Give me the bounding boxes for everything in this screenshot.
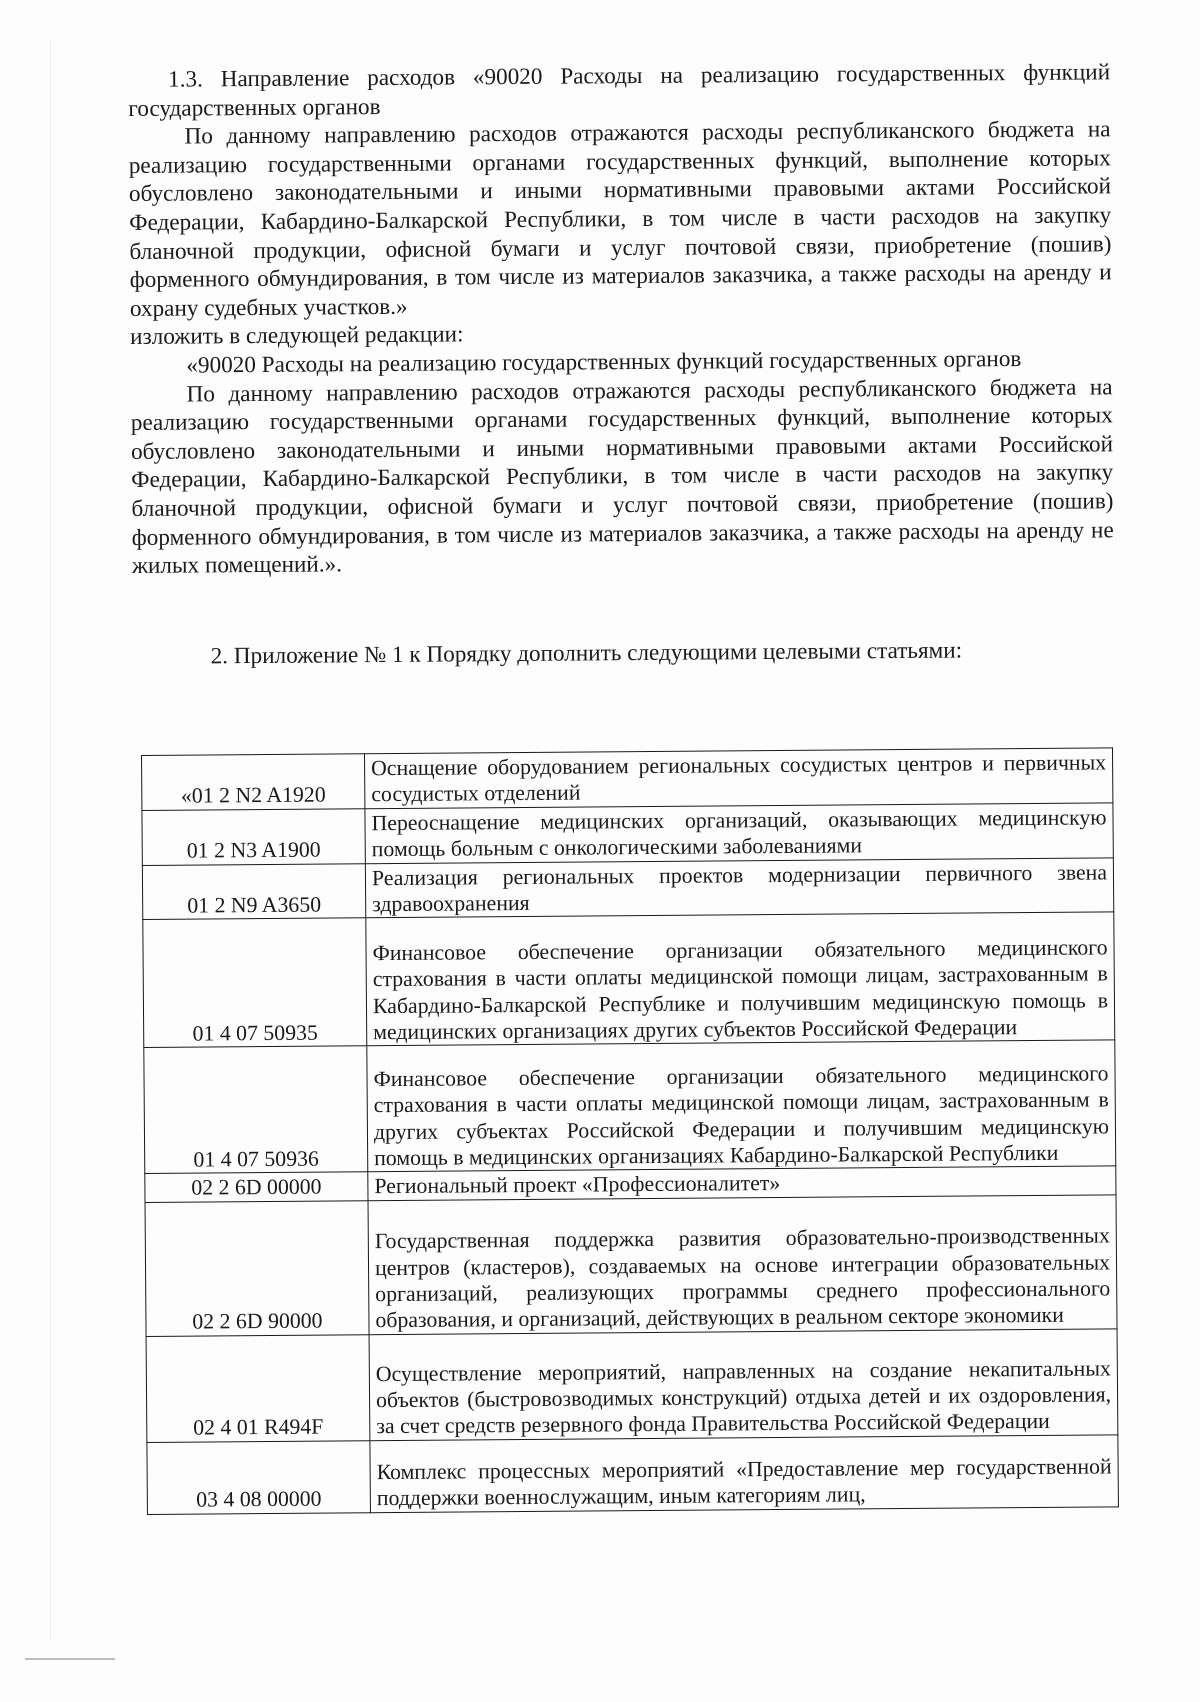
table-row — [142, 803, 1113, 865]
table-cell-code: 01 2 N9 A3650 — [142, 863, 365, 920]
section-1-3-new-text: По данному направлению расходов отражаются расходы республиканского бюджета на реализацию государственными органами государственных функций, выполнение которых обусловлено законодательными и иными нормативными правовыми актами Российской Федерации, Кабардино-Балкарской Республики, в том числе в части расходов на закупку бланочной продукции, офисной бумаги и услуг почтовой связи, приобретение (пошив) форменного обмундирования, в том числе из материалов заказчика, а также расходы на аренду не жилых помещений.». — [130, 373, 1114, 580]
description-text: Финансовое обеспечение организации обязательного медицинского страхования в части оплаты медицинской помощи лицам, застрахованным в Кабардино-Балкарской Республике и получившим медицинскую помощь в медицинских организациях других субъектов Российской Федерации — [372, 935, 1109, 1045]
table-cell-description — [368, 1195, 1117, 1335]
scan-bottom-mark — [25, 1658, 115, 1660]
description-text: Оснащение оборудованием региональных сосудистых центров и первичных сосудистых отделений — [371, 750, 1107, 807]
table-cell-description — [365, 857, 1113, 918]
table-cell-description — [365, 803, 1113, 864]
description-text: Финансовое обеспечение организации обязательного медицинского страхования в части оплаты медицинской помощи лицам, застрахованным в других субъектах Российской Федерации и получившим медицинскую помощь в медицинских организациях Кабардино-Балкарской Республики — [373, 1061, 1110, 1171]
table-row — [142, 748, 1113, 810]
table-cell-code: 02 2 6D 90000 — [145, 1201, 369, 1337]
table-cell-description — [364, 748, 1112, 809]
table-cell-code: 02 2 6D 00000 — [145, 1172, 368, 1202]
table-cell-code: 01 2 N3 A1900 — [142, 809, 365, 866]
table-row — [147, 1435, 1119, 1515]
description-text: Государственная поддержка развития образовательно-производственных центров (кластеров), создаваемых на основе интеграции образовательных организаций, реализующих программы среднего профессионального образования, и организаций, действующих в реальном секторе экономики — [374, 1223, 1111, 1333]
table-cell-description — [367, 1040, 1116, 1172]
description-text: Переоснащение медицинских организаций, оказывающих медицинскую помощь больным с онкологическими заболеваниями — [371, 805, 1107, 862]
description-text: Осуществление мероприятий, направленных на создание некапитальных объектов (быстровозводимых конструкций) отдыха детей и их оздоровления, за счет средств резервного фонда Правительства Российской Федерации — [375, 1356, 1112, 1439]
document-body — [128, 58, 1115, 694]
table-cell-code: «01 2 N2 A1920 — [142, 754, 365, 811]
table-row — [146, 1329, 1118, 1443]
table-cell-description — [370, 1435, 1119, 1513]
description-text: Реализация региональных проектов модернизации первичного звена здравоохранения — [371, 860, 1108, 917]
section-1-3-original-text: По данному направлению расходов отражаются расходы республиканского бюджета на реализацию государственными органами государственных функций, выполнение которых обусловлено законодательными и иными нормативными правовыми актами Российской Федерации, Кабардино-Балкарской Республики, в том числе в части расходов на закупку бланочной продукции, офисной бумаги и услуг почтовой связи, приобретение (пошив) форменного обмундирования, в том числе из материалов заказчика, а также расходы на аренду и охрану судебных участков.» — [128, 116, 1112, 322]
table-cell-description — [369, 1329, 1118, 1441]
target-articles-table — [141, 747, 1119, 1514]
table-cell-code: 02 4 01 R494F — [146, 1335, 370, 1443]
table-cell-code: 03 4 08 00000 — [147, 1441, 371, 1515]
scan-edge-shadow — [50, 40, 51, 1640]
table-row — [142, 857, 1113, 919]
section-1-3-new-heading: «90020 Расходы на реализацию государственных функций государственных органов — [186, 345, 1022, 379]
description-text: Комплекс процессных мероприятий «Предоставление мер государственной поддержки военнослужащим, иным категориям лиц, — [376, 1454, 1112, 1511]
table-row — [144, 1040, 1116, 1174]
section-2-caption: 2. Приложение № 1 к Порядку дополнить следующими целевыми статьями: — [210, 637, 963, 670]
table-cell-description — [366, 912, 1115, 1046]
section-1-3-heading: 1.3. Направление расходов «90020 Расходы на реализацию государственных функций государственных органов — [128, 59, 1111, 122]
section-1-3-instruction: изложить в следующей редакции: — [130, 321, 464, 351]
table-row — [145, 1195, 1117, 1337]
table-row — [143, 912, 1115, 1048]
description-text: Региональный проект «Профессионалитет» — [374, 1171, 781, 1199]
table-cell-code: 01 4 07 50936 — [144, 1046, 368, 1174]
table-cell-code: 01 4 07 50935 — [143, 918, 367, 1048]
